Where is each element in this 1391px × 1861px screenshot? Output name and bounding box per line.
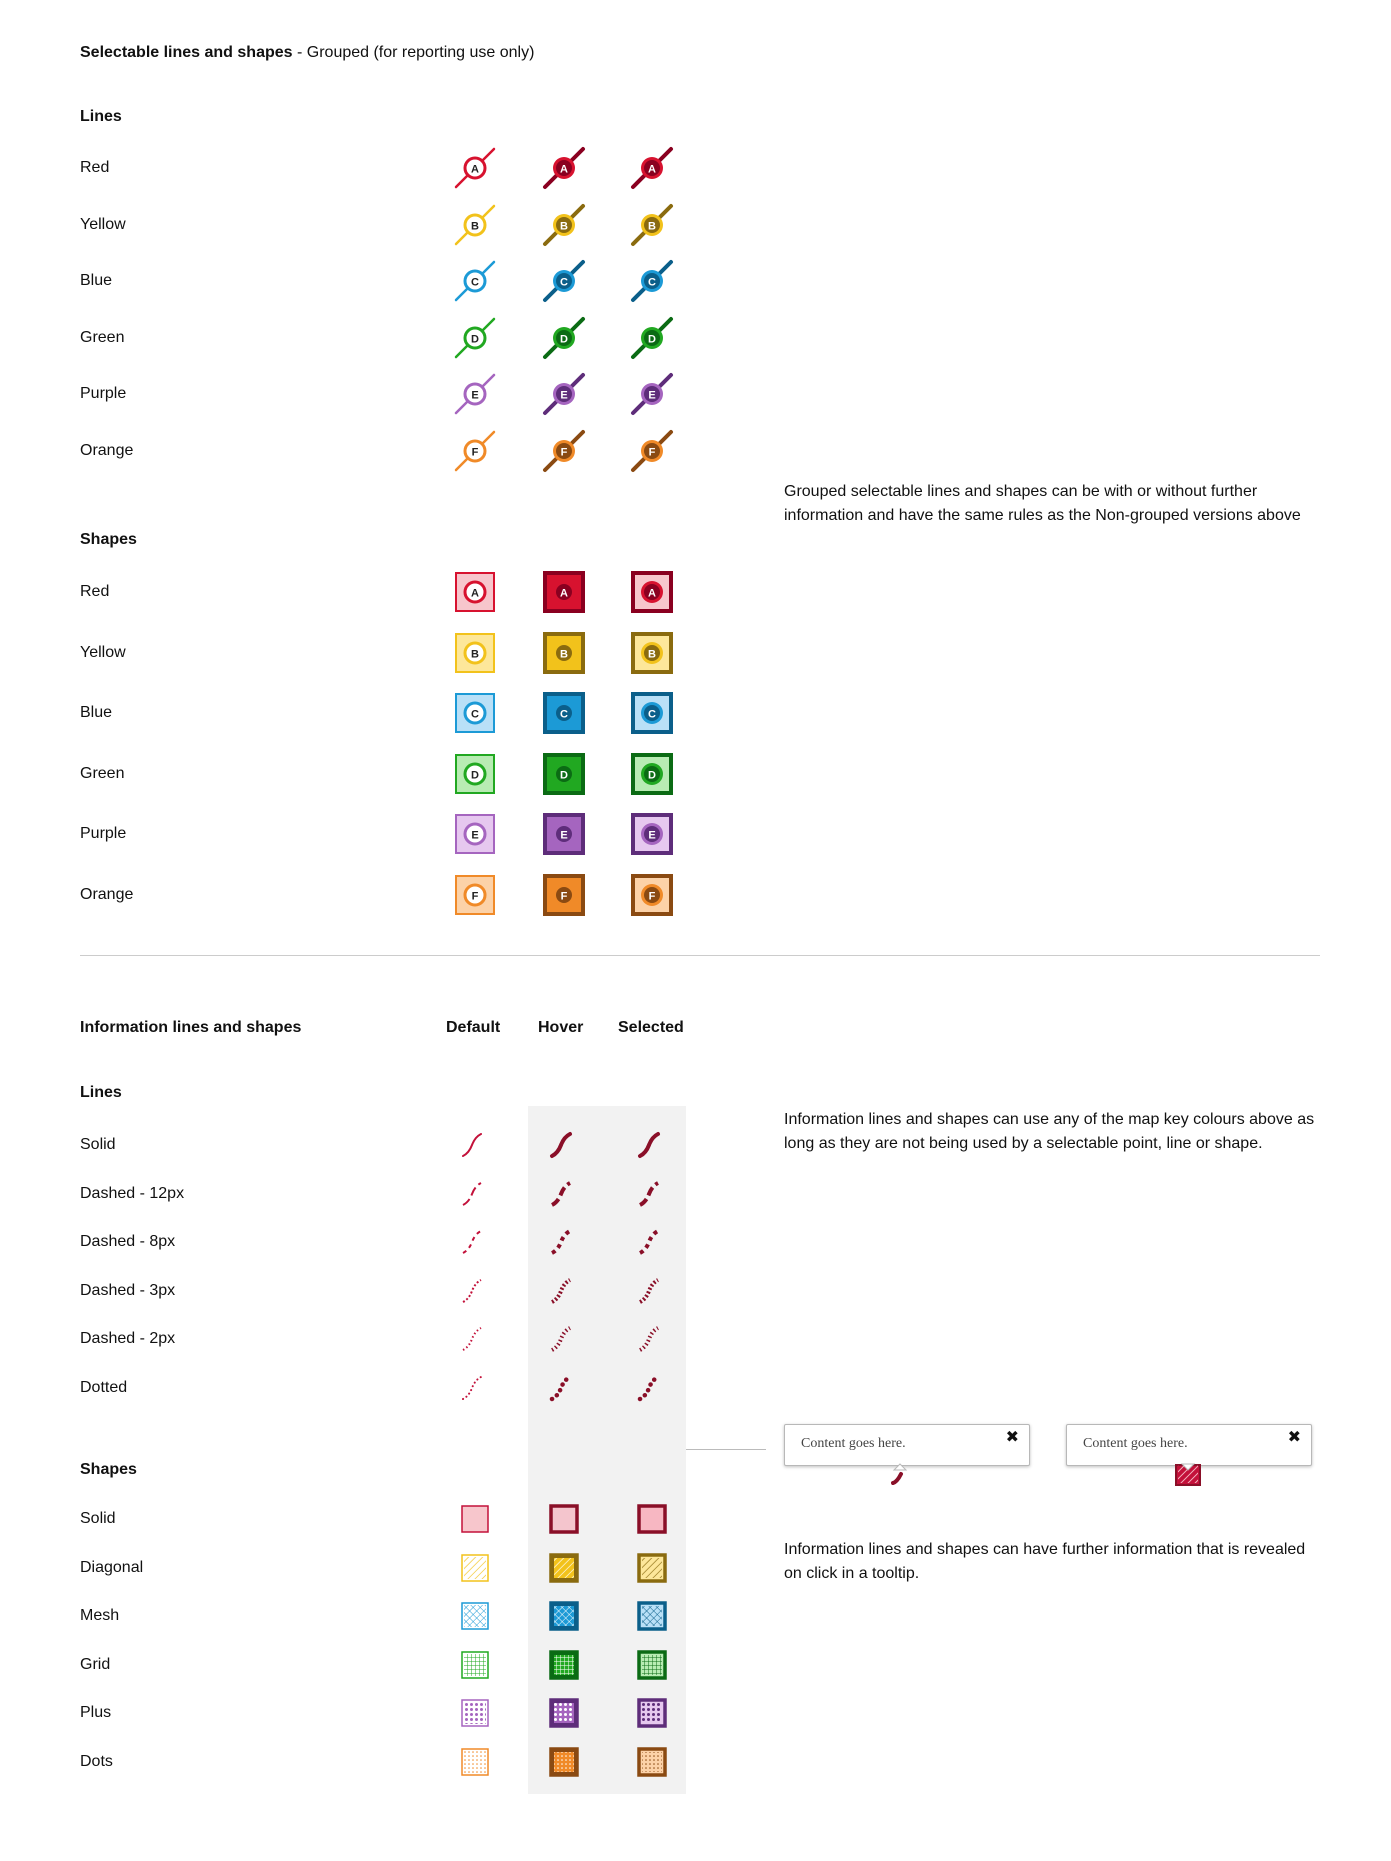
svg-text:F: F [648,446,656,458]
grouped-lines-heading: Lines [80,108,122,125]
grouped-line-orange-default-icon[interactable] [451,427,499,475]
grouped-line-label: Orange [80,441,134,459]
info-shape-label: Solid [80,1510,116,1527]
info-shape-diagonal-hover-icon[interactable] [548,1552,580,1584]
info-line-dash2-hover-icon[interactable] [549,1324,579,1354]
tooltip-line[interactable] [784,1424,1030,1466]
grouped-line-label: Red [80,159,110,176]
close-icon[interactable]: ✖ [1287,1429,1301,1446]
svg-text:E: E [471,829,479,842]
grouped-line-orange-hover-icon[interactable] [540,427,588,475]
info-shape-solid-selected-icon[interactable] [636,1503,668,1535]
info-tooltip-note: Information lines and shapes can have further information that is revealed on click in a tooltip. [784,1541,1306,1582]
grouped-line-green-hover-icon[interactable] [540,314,588,362]
grouped-line-label: Blue [80,272,113,289]
svg-text:A: A [560,163,568,176]
info-lines-heading: Lines [80,1084,122,1101]
grouped-shape-blue-selected-icon[interactable] [630,691,674,735]
info-line-dotted-hover-icon[interactable] [549,1373,579,1403]
svg-text:B: B [471,220,479,232]
grouped-title-bold: Selectable lines and shapes [80,44,293,61]
grouped-line-blue-default-icon[interactable] [451,257,499,305]
info-shape-mesh-default-icon[interactable] [459,1600,491,1632]
info-shape-solid-hover-icon[interactable] [548,1503,580,1535]
grouped-shape-label: Red [80,583,110,600]
info-shape-dots-default-icon[interactable] [459,1746,491,1778]
grouped-line-purple-default-icon[interactable] [451,370,499,418]
grouped-shapes-heading: Shapes [80,531,137,548]
info-section-title: Information lines and shapes [80,1019,302,1036]
svg-text:C: C [471,276,479,289]
grouped-shape-orange-selected-icon[interactable] [630,873,674,917]
info-line-label: Dashed - 3px [80,1281,176,1299]
grouped-line-blue-hover-icon[interactable] [540,257,588,305]
info-shape-label: Plus [80,1704,112,1721]
info-line-dash8-default-icon[interactable] [460,1227,490,1257]
column-header-default: Default [446,1019,501,1036]
grouped-line-blue-selected-icon[interactable] [628,257,676,305]
grouped-shape-orange-hover-icon[interactable] [542,873,586,917]
info-shape-solid-default-icon[interactable] [459,1503,491,1535]
grouped-line-yellow-hover-icon[interactable] [540,201,588,249]
info-line-solid-default-icon[interactable] [460,1130,490,1160]
grouped-title-rest: - Grouped (for reporting use only) [292,44,535,61]
svg-text:C: C [560,276,568,289]
svg-text:B: B [560,648,568,660]
grouped-line-orange-selected-icon[interactable] [628,427,676,475]
tooltip-line-text: Content goes here. [801,1436,906,1451]
grouped-line-purple-selected-icon[interactable] [628,370,676,418]
grouped-shape-red-hover-icon[interactable] [542,570,586,614]
close-icon[interactable]: ✖ [1005,1429,1019,1446]
grouped-shape-green-default-icon[interactable] [453,752,497,796]
info-line-dotted-selected-icon[interactable] [637,1373,667,1403]
info-shape-label: Diagonal [80,1558,144,1576]
info-shape-plus-selected-icon[interactable] [636,1697,668,1729]
grouped-line-label: Purple [80,385,127,402]
info-line-label: Dashed - 12px [80,1184,185,1202]
info-line-dash3-hover-icon[interactable] [549,1276,579,1306]
info-shape-grid-hover-icon[interactable] [548,1649,580,1681]
svg-text:A: A [648,587,656,600]
grouped-shape-green-hover-icon[interactable] [542,752,586,796]
grouped-line-label: Yellow [80,215,126,233]
grouped-shape-red-selected-icon[interactable] [630,570,674,614]
svg-text:F: F [560,890,568,902]
grouped-shape-label: Orange [80,885,134,903]
svg-text:B: B [648,648,656,660]
grouped-shape-red-default-icon[interactable] [453,570,497,614]
info-line-dash8-hover-icon[interactable] [549,1227,579,1257]
svg-text:A: A [471,587,479,600]
svg-text:E: E [560,389,568,402]
grouped-shape-purple-hover-icon[interactable] [542,812,586,856]
grouped-shape-yellow-default-icon[interactable] [453,631,497,675]
info-shapes-heading: Shapes [80,1461,137,1478]
info-shape-label: Mesh [80,1607,120,1624]
info-colours-note: Information lines and shapes can use any of the map key colours above as long as they are not being used by a selectable point, line or shape. [784,1111,1315,1152]
info-shape-mesh-hover-icon[interactable] [548,1600,580,1632]
grouped-shape-blue-hover-icon[interactable] [542,691,586,735]
svg-text:F: F [471,446,479,458]
svg-text:D: D [648,333,656,345]
grouped-shape-orange-default-icon[interactable] [453,873,497,917]
info-line-label: Dashed - 8px [80,1233,176,1250]
info-shape-grid-default-icon[interactable] [459,1649,491,1681]
grouped-line-red-hover-icon[interactable] [540,144,588,192]
grouped-shape-blue-default-icon[interactable] [453,691,497,735]
svg-text:E: E [560,829,568,842]
grouped-shape-green-selected-icon[interactable] [630,752,674,796]
grouped-shape-label: Blue [80,704,113,721]
grouped-line-green-selected-icon[interactable] [628,314,676,362]
grouped-line-label: Green [80,328,125,346]
info-shape-label: Grid [80,1655,111,1673]
info-line-label: Dashed - 2px [80,1330,176,1347]
grouped-shape-purple-selected-icon[interactable] [630,812,674,856]
tooltip-shape[interactable] [1066,1424,1312,1466]
svg-text:A: A [560,587,568,600]
info-line-dotted-default-icon[interactable] [460,1373,490,1403]
tooltip-shape-text: Content goes here. [1083,1436,1188,1451]
tooltip-shape-sample [1172,1463,1206,1489]
section-divider [80,955,1320,956]
tooltip-line-pointer [880,1462,920,1492]
svg-text:B: B [471,648,479,660]
info-shape-dots-selected-icon[interactable] [636,1746,668,1778]
info-line-dash12-default-icon[interactable] [460,1179,490,1209]
grouped-section-title [80,43,534,63]
svg-text:D: D [471,333,479,345]
svg-text:F: F [560,446,568,458]
svg-text:D: D [560,769,568,781]
info-line-label: Dotted [80,1378,128,1396]
svg-text:C: C [648,708,656,721]
info-shape-label: Dots [80,1752,113,1770]
grouped-shape-purple-default-icon[interactable] [453,812,497,856]
grouped-note: Grouped selectable lines and shapes can be with or without further information and have the same rules as the Non-grouped versions above [784,483,1301,524]
svg-text:C: C [471,708,479,721]
grouped-line-red-selected-icon[interactable] [628,144,676,192]
grouped-shape-label: Green [80,764,125,782]
grouped-shape-yellow-selected-icon[interactable] [630,631,674,675]
grouped-line-red-default-icon[interactable] [451,144,499,192]
svg-text:D: D [560,333,568,345]
grouped-shape-label: Purple [80,825,127,842]
svg-text:C: C [648,276,656,289]
info-shape-grid-selected-icon[interactable] [636,1649,668,1681]
grouped-line-yellow-selected-icon[interactable] [628,201,676,249]
svg-text:B: B [648,220,656,232]
grouped-shape-yellow-hover-icon[interactable] [542,631,586,675]
column-header-selected: Selected [618,1019,684,1036]
svg-text:C: C [560,708,568,721]
grouped-line-yellow-default-icon[interactable] [451,201,499,249]
hover-selected-panel [528,1106,686,1794]
svg-text:F: F [471,890,479,902]
info-line-dash8-selected-icon[interactable] [637,1227,667,1257]
info-shape-dots-hover-icon[interactable] [548,1746,580,1778]
svg-text:F: F [648,890,656,902]
info-shape-mesh-selected-icon[interactable] [636,1600,668,1632]
svg-text:B: B [560,220,568,232]
info-line-dash2-default-icon[interactable] [460,1324,490,1354]
info-line-dash2-selected-icon[interactable] [637,1324,667,1354]
info-line-solid-hover-icon[interactable] [549,1130,579,1160]
svg-text:E: E [648,389,656,402]
info-line-label: Solid [80,1136,116,1153]
tooltip-line-sample [893,1474,901,1483]
grouped-line-purple-hover-icon[interactable] [540,370,588,418]
info-line-solid-selected-icon[interactable] [637,1130,667,1160]
info-shape-plus-default-icon[interactable] [459,1697,491,1729]
info-line-dash3-default-icon[interactable] [460,1276,490,1306]
tooltip-connector [686,1449,766,1450]
info-line-dash12-selected-icon[interactable] [637,1179,667,1209]
svg-text:D: D [471,769,479,781]
info-line-dash12-hover-icon[interactable] [549,1179,579,1209]
svg-text:E: E [471,389,479,402]
svg-text:A: A [471,163,479,176]
svg-text:E: E [648,829,656,842]
grouped-line-green-default-icon[interactable] [451,314,499,362]
svg-text:A: A [648,163,656,176]
grouped-shape-label: Yellow [80,643,126,661]
column-header-hover: Hover [538,1019,584,1036]
svg-text:D: D [648,769,656,781]
info-shape-plus-hover-icon[interactable] [548,1697,580,1729]
info-shape-diagonal-selected-icon[interactable] [636,1552,668,1584]
info-shape-diagonal-default-icon[interactable] [459,1552,491,1584]
info-line-dash3-selected-icon[interactable] [637,1276,667,1306]
